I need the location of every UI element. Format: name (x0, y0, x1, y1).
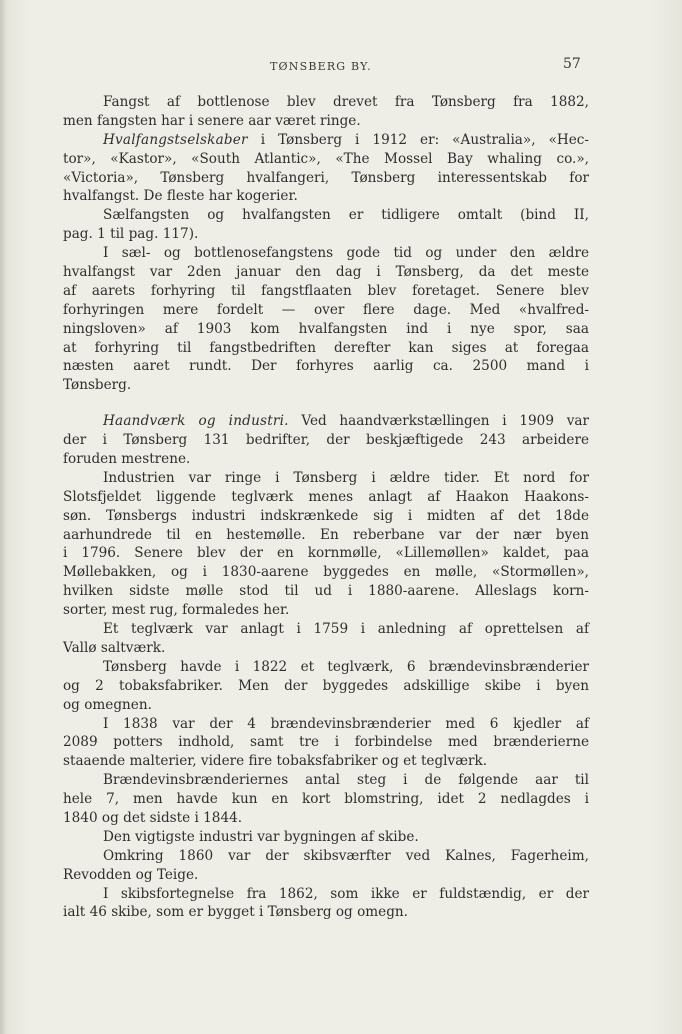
text-line: tor», «Kastor», «South Atlantic», «The Mossel Bay whaling co.», (63, 150, 589, 167)
text-line: foruden mestrene. (63, 451, 191, 468)
text-line: hvalfangst. De fleste har kogerier. (63, 188, 298, 205)
text-span: i Tønsberg i 1912 er: «Australia», «Hec- (247, 131, 589, 148)
text-line: I skibsfortegnelse fra 1862, som ikke er fuldstændig, er der (103, 885, 589, 902)
text-line: men fangsten har i senere aar været ringe. (63, 112, 361, 129)
text-line: hvalfangst var 2den januar den dag i Tønsberg, da det meste (63, 264, 589, 281)
text-line (63, 412, 589, 431)
text-line: hvilken sidste mølle stod til ud i 1880-aarene. Alleslags korn- (63, 583, 589, 600)
paragraph-shipyards (63, 847, 589, 885)
text-line: 2089 potters indhold, samt tre i forbindelse med brænderierne (63, 734, 589, 751)
section-heading-crafts-industry: Haandværk og industri. (103, 413, 289, 430)
paragraph-1822 (63, 658, 589, 715)
page-number: 57 (563, 56, 581, 72)
text-line: staaende malterier, videre fire tobaksfabriker og et teglværk. (63, 753, 488, 770)
text-line: og omegnen. (63, 696, 152, 713)
text-line: Tønsberg. (63, 377, 132, 394)
text-line: Slotsfjeldet liggende teglværk menes anlagt af Haakon Haakons- (63, 488, 589, 505)
paragraph-hiring (63, 244, 589, 395)
page-edge-shadow (0, 0, 6, 1034)
running-head (0, 56, 682, 78)
paragraph-ship-register (63, 885, 589, 923)
text-line: der i Tønsberg 131 bedrifter, der beskjæftigede 243 arbeidere (63, 432, 589, 449)
text-line: hele 7, men havde kun en kort blomstring, idet 2 nedlagdes i (63, 791, 589, 808)
text-line: sorter, mest rug, formaledes her. (63, 602, 290, 619)
text-line: I sæl- og bottlenosefangstens gode tid og under den ældre (103, 245, 589, 262)
paragraph-industry-history (63, 469, 589, 620)
text-line: pag. 1 til pag. 117). (63, 226, 199, 243)
text-line: I 1838 var der 4 brændevinsbrænderier med 6 kjedler af (103, 715, 589, 732)
paragraph-bottlenose (63, 93, 589, 131)
text-line: Et teglværk var anlagt i 1759 i anledning af oprettelsen af (103, 621, 589, 638)
text-line: «Victoria», Tønsberg hvalfangeri, Tønsberg interessentskab for (63, 169, 589, 186)
text-line: Omkring 1860 var der skibsværfter ved Kalnes, Fagerheim, (103, 847, 589, 864)
paragraph-1838 (63, 715, 589, 772)
text-line: Sælfangsten og hvalfangsten er tidligere omtalt (bind II, (103, 207, 589, 224)
section-gap (63, 395, 589, 412)
paragraph-shipbuilding (63, 828, 589, 847)
text-line: af aarets forhyring til fangstflaaten blev foretaget. Senere blev (63, 282, 589, 299)
text-line: ningsloven» af 1903 kom hvalfangsten ind i nye spor, saa (63, 320, 589, 337)
text-line: søn. Tønsbergs industri indskrænkede sig i midten af det 18de (63, 507, 589, 524)
text-line: Brændevinsbrænderiernes antal steg i de følgende aar til (103, 772, 589, 789)
text-line: og 2 tobaksfabriker. Men der byggedes adskillige skibe i byen (63, 677, 589, 694)
text-line: næsten aaret rundt. Der forhyres aarlig ca. 2500 mand i (63, 358, 589, 375)
text-line: 1840 og det sidste i 1844. (63, 809, 243, 826)
text-line: i 1796. Senere blev der en kornmølle, «Lillemøllen» kaldet, paa (63, 545, 589, 562)
text-line: at forhyring til fangstbedriften derefter kan siges at foregaa (63, 339, 589, 356)
section-heading-whaling-companies: Hvalfangstselskaber (103, 131, 248, 148)
text-line: aarhundrede til en hestemølle. En reberbane var der nær byen (63, 526, 589, 543)
body-text (63, 93, 589, 922)
paragraph-whaling-companies (63, 131, 589, 207)
text-span: Ved haandværkstællingen i 1909 var (288, 413, 589, 430)
text-line: ialt 46 skibe, som er bygget i Tønsberg og omegn. (63, 904, 408, 921)
paragraph-sealing-reference (63, 206, 589, 244)
text-line: Tønsberg havde i 1822 et teglværk, 6 brændevinsbrænderier (103, 658, 589, 675)
text-line: Industrien var ringe i Tønsberg i ældre tider. Et nord for (103, 469, 589, 486)
text-line: Fangst af bottlenose blev drevet fra Tønsberg fra 1882, (103, 94, 589, 110)
text-line (63, 131, 589, 150)
text-line: Den vigtigste industri var bygningen af skibe. (103, 828, 419, 845)
paragraph-brickworks (63, 620, 589, 658)
text-line: forhyringen mere fordelt — over flere dage. Med «hvalfred- (63, 301, 589, 318)
text-line: Revodden og Teige. (63, 866, 199, 883)
paragraph-distilleries (63, 771, 589, 828)
text-line: Møllebakken, og i 1830-aarene byggedes en mølle, «Stormøllen», (63, 564, 589, 581)
text-line: Vallø saltværk. (63, 639, 166, 656)
running-title: TØNSBERG BY. (270, 60, 372, 73)
paragraph-crafts-industry (63, 412, 589, 469)
